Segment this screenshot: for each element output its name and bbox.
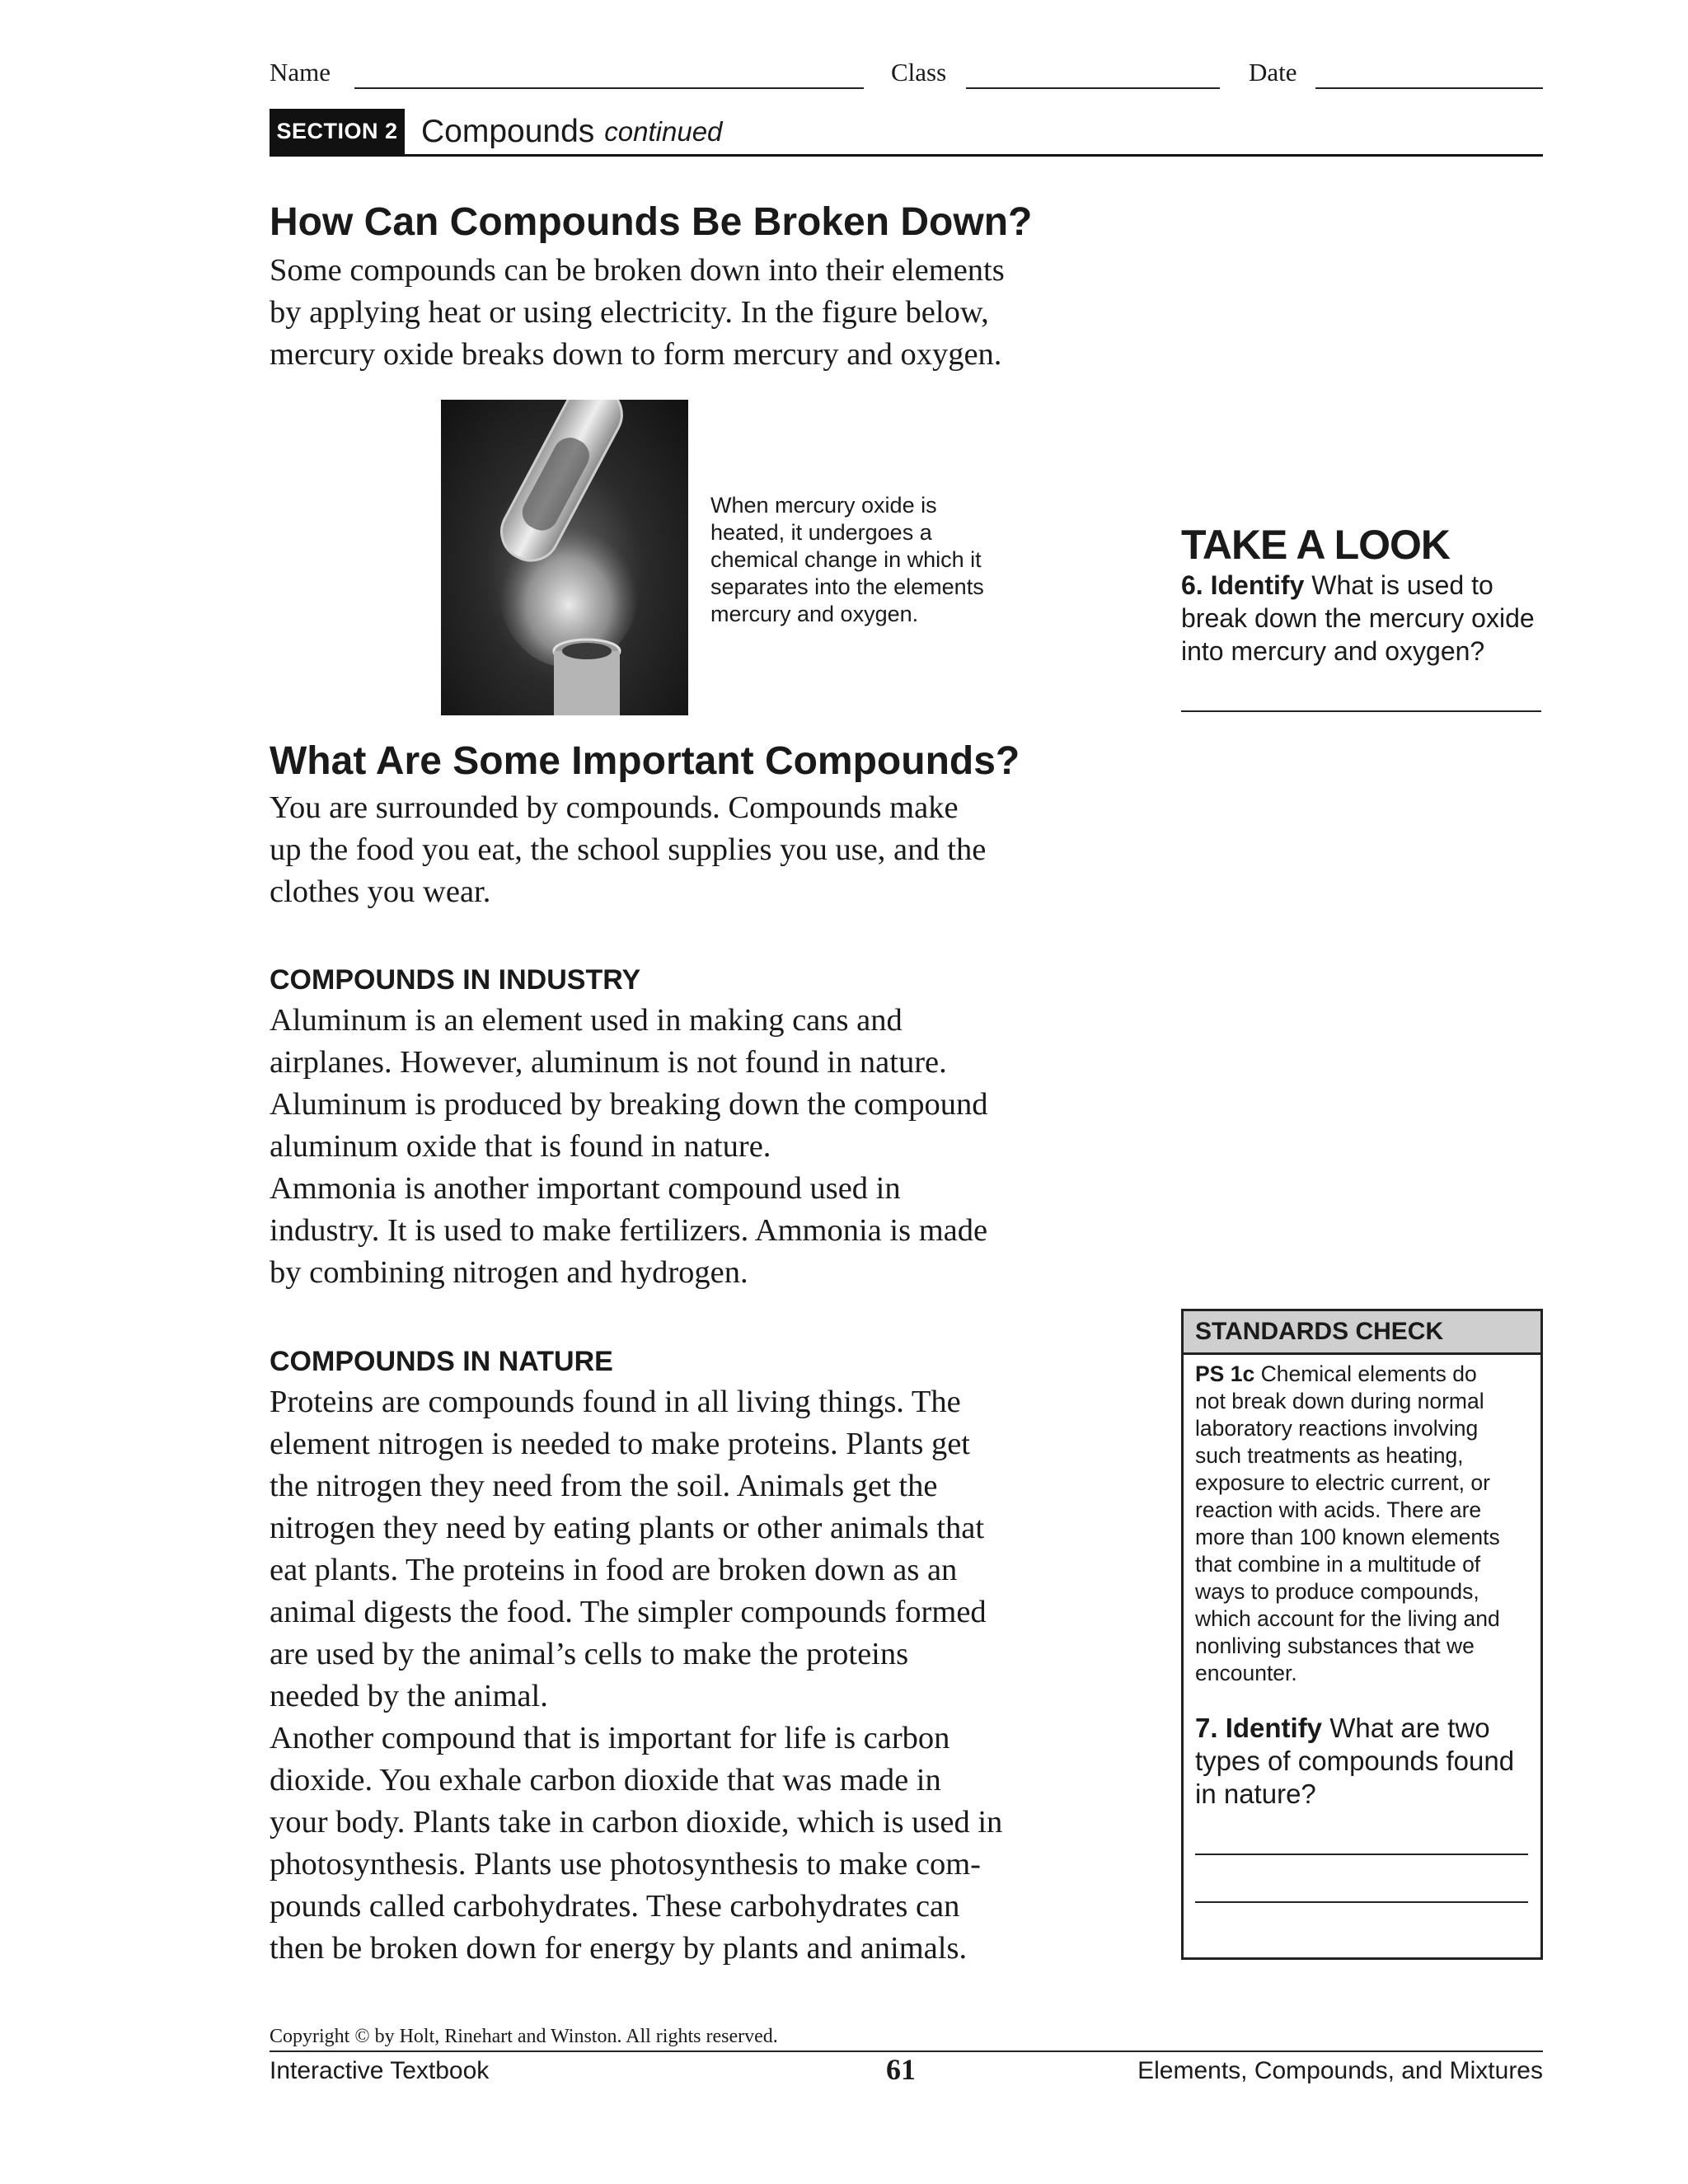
- figure-caption: When mercury oxide is heated, it undergoes a chemical change in which it separates into the elements mercury and oxygen.: [710, 493, 984, 626]
- standards-description: Chemical elements do not break down during normal laboratory reactions involving such treatments as heating, exposure to electric current, or reaction with acids. There are more than 100 known elements that combine in a multitude of ways to produce compounds, which account for the living and nonliving substances that we encounter.: [1195, 1361, 1500, 1685]
- mercury-oxide-photo: [441, 400, 688, 715]
- paragraph-broken-down: Some compounds can be broken down into their elements by applying heat or using electricity. In the figure below, mercury oxide breaks down to form mercury and oxygen.: [270, 253, 1005, 372]
- answer-line-6[interactable]: [1181, 710, 1541, 712]
- question-6-number: 6.: [1181, 570, 1203, 600]
- copyright-notice: Copyright © by Holt, Rinehart and Winston. All rights reserved.: [270, 2026, 778, 2047]
- section-title-text: Compounds: [421, 113, 595, 149]
- answer-line-7a[interactable]: [1195, 1854, 1528, 1855]
- take-a-look-title: TAKE A LOOK: [1181, 522, 1451, 568]
- page-number: 61: [886, 2053, 916, 2086]
- section-title-suffix: continued: [604, 115, 723, 147]
- heading-important-compounds: What Are Some Important Compounds?: [270, 739, 1020, 783]
- footer-chapter-title: Elements, Compounds, and Mixtures: [1137, 2057, 1543, 2084]
- standards-question: [1195, 1712, 1533, 1811]
- answer-line-7b[interactable]: [1195, 1901, 1528, 1903]
- question-6-verb: Identify: [1210, 570, 1305, 600]
- section-bar: [270, 109, 1543, 157]
- take-a-look-question: [1181, 569, 1544, 668]
- question-6-text: What is used to break down the mercury oxide into mercury and oxygen?: [1181, 570, 1535, 666]
- name-line: [354, 87, 864, 89]
- question-7-number: 7.: [1195, 1713, 1218, 1743]
- standards-check-text: [1195, 1361, 1533, 1687]
- standards-code: PS 1c: [1195, 1361, 1255, 1386]
- footer-book-title: Interactive Textbook: [270, 2057, 490, 2084]
- class-line: [966, 87, 1220, 89]
- date-label: Date: [1249, 58, 1297, 87]
- paragraph-important-compounds: You are surrounded by compounds. Compounds make up the food you eat, the school supplies you use, and the clothes you wear.: [270, 790, 987, 909]
- question-7-verb: Identify: [1225, 1713, 1323, 1743]
- paragraph-compounds-nature: Proteins are compounds found in all living things. The element nitrogen is needed to make proteins. Plants get the nitrogen they need from the soil. Animals get the nitrogen they need by eating plants or other animals that eat plants. The proteins in food are broken down as an animal digests the food. The simpler compounds formed are used by the animal’s cells to make the proteins needed by the animal. Another compound that is important for life is carbon dioxide. You exhale carbon dioxide that was made in your body. Plants take in carbon dioxide, which is used in photosynthesis. Plants use photosynthesis to make com- pounds called carbohydrates. These carbohydrates can then be broken down for energy by plants and animals.: [270, 1385, 1003, 1966]
- section-tag: SECTION 2: [270, 109, 405, 154]
- test-tube-flame-illustration: [441, 400, 688, 715]
- name-label: Name: [270, 58, 331, 87]
- standards-check-box: [1181, 1309, 1543, 1960]
- class-label: Class: [891, 58, 947, 87]
- question-7-text: What are two types of compounds found in nature?: [1195, 1713, 1515, 1809]
- standards-check-title: STANDARDS CHECK: [1184, 1311, 1540, 1355]
- heading-broken-down: How Can Compounds Be Broken Down?: [270, 200, 1033, 244]
- heading-compounds-industry: COMPOUNDS IN INDUSTRY: [270, 964, 641, 996]
- date-line: [1315, 87, 1543, 89]
- heading-compounds-nature: COMPOUNDS IN NATURE: [270, 1346, 613, 1377]
- section-title: [421, 109, 722, 154]
- paragraph-compounds-industry: Aluminum is an element used in making cans and airplanes. However, aluminum is not found in nature. Aluminum is produced by breaking down the compound aluminum oxide that is found in nature. Ammonia is another important compound used in industry. It is used to make fertilizers. Ammonia is made by combining nitrogen and hydrogen.: [270, 1003, 988, 1290]
